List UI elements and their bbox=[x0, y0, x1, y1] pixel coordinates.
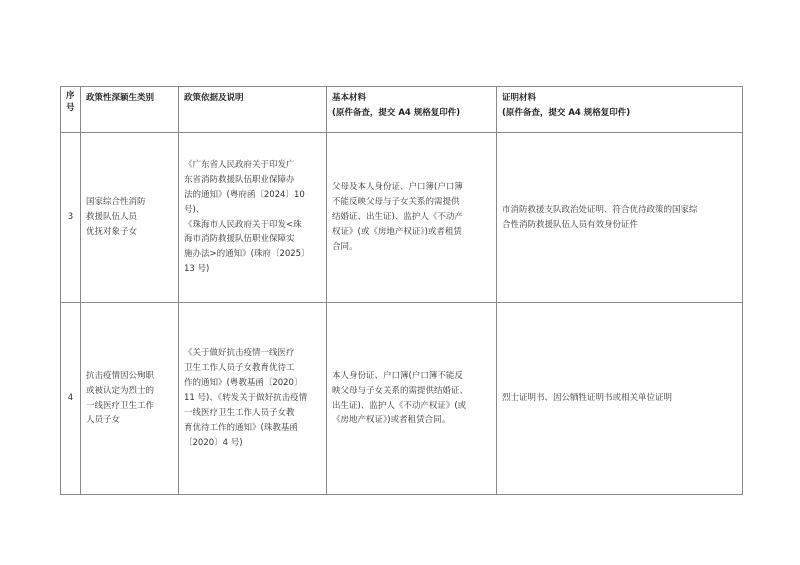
header-basic-title: 基本材料 bbox=[332, 93, 367, 103]
row-proof-materials: 烈士证明书、因公牺牲证明书或相关单位证明 bbox=[497, 303, 743, 495]
header-proof-title: 证明材料 bbox=[502, 93, 537, 103]
row-proof-materials: 市消防救援支队政治处证明、符合优待政策的国家综 合性消防救援队伍人员有效身份证件 bbox=[497, 133, 743, 303]
header-proof-materials bbox=[497, 87, 743, 133]
row-category: 抗击疫情因公殉职 或被认定为烈士的 一线医疗卫生工作 人员子女 bbox=[81, 303, 179, 495]
row-seq: 3 bbox=[61, 133, 81, 303]
row-basis: 《广东省人民政府关于印发广 东省消防救援队伍职业保障办 法的通知》(粤府函〔2024〕10 号)、 《珠海市人民政府关于印发<珠 海市消防救援队伍职业保障实 施办法>的通知》(珠府〔2025〕 13 号) bbox=[179, 133, 327, 303]
header-proof-subtitle: (原件备查，提交 A4 规格复印件) bbox=[502, 107, 631, 118]
row-basis: 《关于做好抗击疫情一线医疗 卫生工作人员子女教育优待工 作的通知》(粤教基函〔2020〕 11 号)、《转发关于做好抗击疫情 一线医疗卫生工作人员子女教 育优待工作的通知》(珠教基函 〔2020〕4 号) bbox=[179, 303, 327, 495]
row-seq: 4 bbox=[61, 303, 81, 495]
header-basic-subtitle: (原件备查，提交 A4 规格复印件) bbox=[332, 107, 461, 118]
table-row bbox=[61, 133, 743, 303]
header-seq: 序 号 bbox=[61, 87, 81, 133]
table-header-row bbox=[61, 87, 743, 133]
header-basic-materials bbox=[327, 87, 497, 133]
row-basic-materials: 本人身份证、户口簿(户口簿不能反 映父母与子女关系的需提供结婚证、 出生证)、监护人《不动产权证》(或 《房地产权证》)或者租赁合同。 bbox=[327, 303, 497, 495]
table-row bbox=[61, 303, 743, 495]
header-basis: 政策依据及说明 bbox=[179, 87, 327, 133]
row-category: 国家综合性消防 救援队伍人员 优抚对象子女 bbox=[81, 133, 179, 303]
policy-table bbox=[60, 86, 743, 495]
row-basic-materials: 父母及本人身份证、户口簿(户口簿 不能反映父母与子女关系的需提供 结婚证、出生证)、监护人《不动产 权证》(或《房地产权证》)或者租赁 合同。 bbox=[327, 133, 497, 303]
header-category: 政策性深颖生类别 bbox=[81, 87, 179, 133]
